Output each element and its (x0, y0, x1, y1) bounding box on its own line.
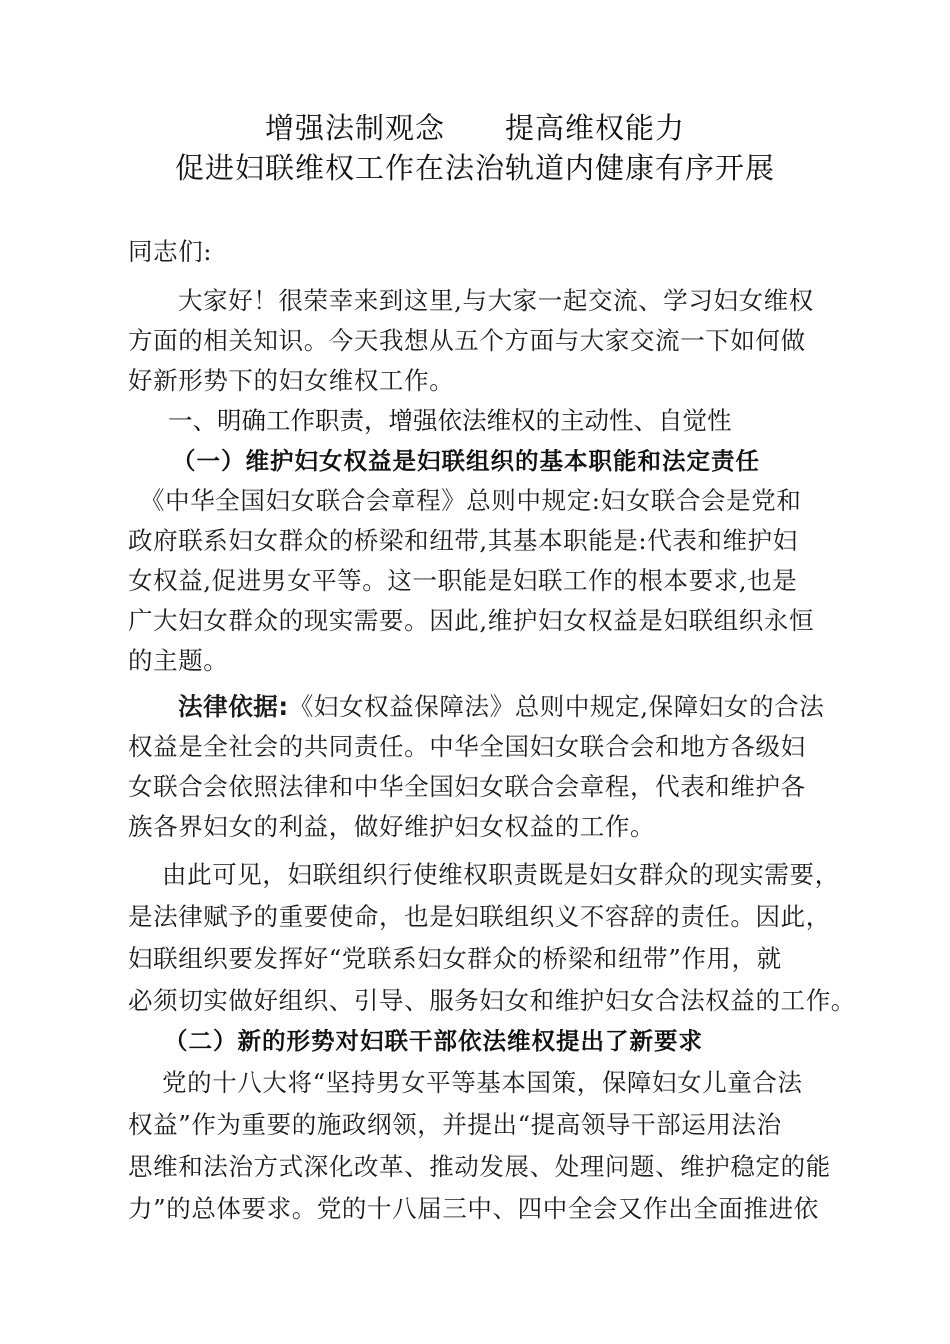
paragraph-line: 权益”作为重要的施政纲领，并提出“提高领导干部运用法治 (128, 1110, 782, 1139)
paragraph-line: 族各界妇女的利益，做好维护妇女权益的工作。 (128, 812, 656, 841)
legal-basis-line (178, 688, 878, 723)
intro-line: 方面的相关知识。今天我想从五个方面与大家交流一下如何做 (128, 326, 806, 355)
paragraph-line: 女权益,促进男女平等。这一职能是妇联工作的根本要求,也是 (128, 566, 798, 595)
intro-line: 大家好！很荣幸来到这里,与大家一起交流、学习妇女维权 (178, 286, 814, 315)
intro-line: 好新形势下的妇女维权工作。 (128, 366, 455, 395)
paragraph-line: 的主题。 (128, 646, 229, 675)
paragraph-line: 政府联系妇女群众的桥梁和纽带,其基本职能是:代表和维护妇 (128, 526, 798, 555)
paragraph-line: 广大妇女群众的现实需要。因此,维护妇女权益是妇联组织永恒 (128, 606, 815, 635)
paragraph-line: 是法律赋予的重要使命，也是妇联组织义不容辞的责任。因此， (128, 902, 831, 931)
paragraph-line: 必须切实做好组织、引导、服务妇女和维护妇女合法权益的工作。 (128, 986, 856, 1015)
section-1-heading: 一、明确工作职责，增强依法维权的主动性、自觉性 (168, 406, 732, 435)
legal-basis-text: 《妇女权益保障法》总则中规定,保障妇女的合法 (288, 692, 825, 721)
salutation: 同志们: (128, 237, 213, 266)
paragraph-line: 女联合会依照法律和中华全国妇女联合会章程，代表和维护各 (128, 772, 806, 801)
paragraph-line: 妇联组织要发挥好“党联系妇女群众的桥梁和纽带”作用，就 (128, 944, 782, 973)
paragraph-line: 思维和法治方式深化改革、推动发展、处理问题、维护稳定的能 (128, 1152, 831, 1181)
title-line-1: 增强法制观念 提高维权能力 (264, 111, 685, 145)
paragraph-line: 权益是全社会的共同责任。中华全国妇女联合会和地方各级妇 (128, 732, 806, 761)
subsection-1-heading: （一）维护妇女权益是妇联组织的基本职能和法定责任 (172, 447, 760, 475)
legal-basis-label: 法律依据: (178, 692, 289, 721)
paragraph-line: 《中华全国妇女联合会章程》总则中规定:妇女联合会是党和 (140, 486, 802, 515)
paragraph-line: 党的十八大将“坚持男女平等基本国策，保障妇女儿童合法 (162, 1068, 803, 1097)
paragraph-line: 由此可见，妇联组织行使维权职责既是妇女群众的现实需要， (162, 860, 840, 889)
paragraph-line: 力”的总体要求。党的十八届三中、四中全会又作出全面推进依 (128, 1194, 819, 1223)
subsection-2-heading: （二）新的形势对妇联干部依法维权提出了新要求 (164, 1027, 703, 1055)
title-line-2: 促进妇联维权工作在法治轨道内健康有序开展 (174, 151, 775, 185)
